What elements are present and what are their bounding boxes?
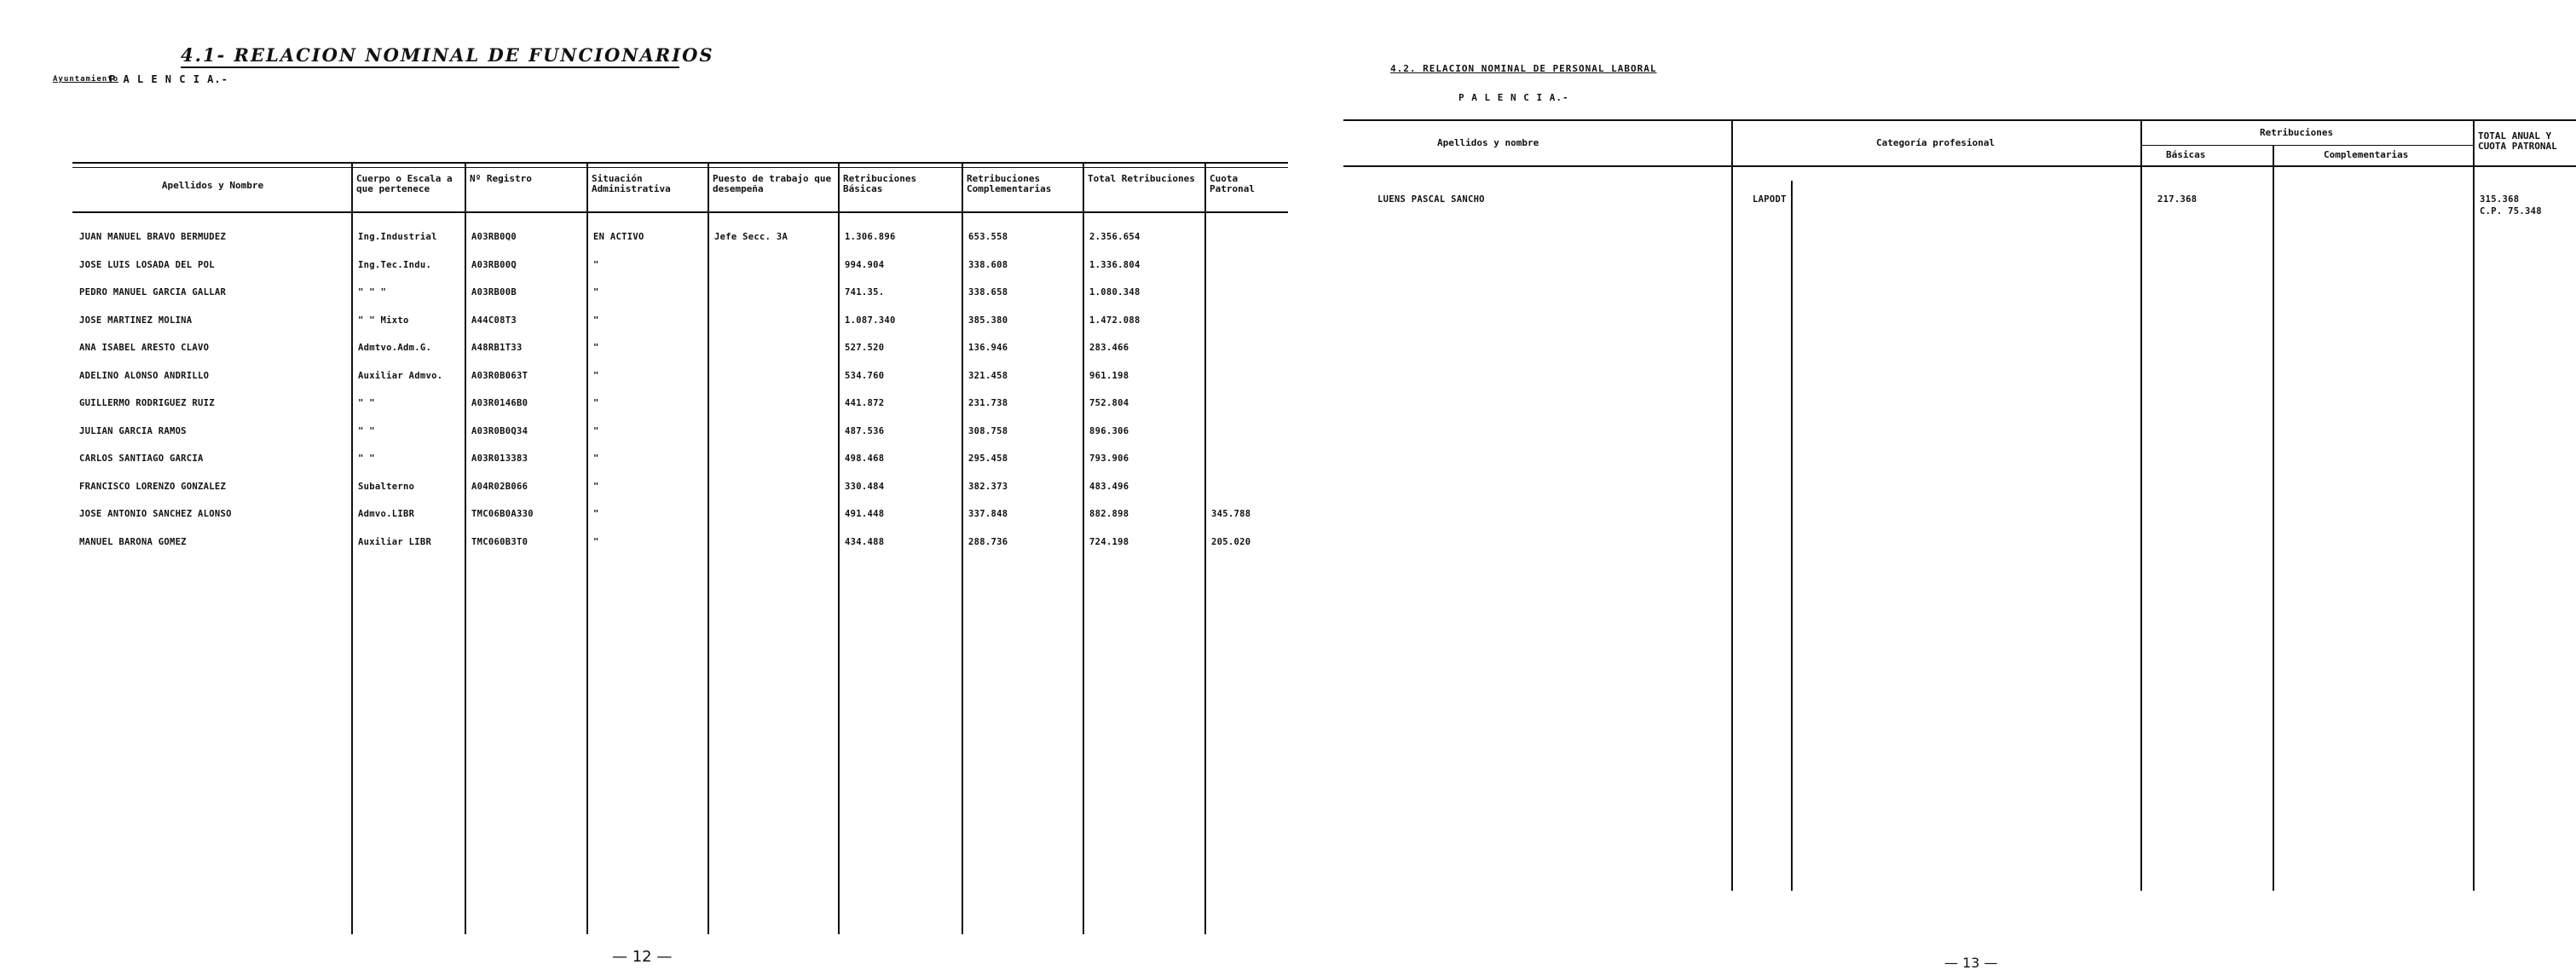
table-cell: 487.536 (845, 425, 885, 436)
table-cell: 1.087.340 (845, 315, 896, 326)
header-top-rule (1343, 119, 2576, 121)
column-header: Cuerpo o Escala a que pertenece (356, 173, 453, 194)
column-rule (465, 162, 466, 934)
table-cell: JOSE MARTINEZ MOLINA (79, 315, 193, 326)
table-cell: C.P. 75.348 (2480, 206, 2542, 217)
column-header: Puesto de trabajo que desempeña (713, 173, 832, 194)
table-cell: 961.198 (1089, 370, 1129, 381)
right-page-number: — 13 — (1944, 955, 1998, 971)
table-cell: 288.736 (968, 536, 1008, 547)
table-cell: 1.472.088 (1089, 315, 1141, 326)
column-header: Apellidos y Nombre (161, 180, 264, 191)
table-cell: " " (358, 425, 375, 436)
table-cell: 752.804 (1089, 398, 1129, 408)
left-title: 4.1- RELACION NOMINAL DE FUNCIONARIOS (181, 44, 714, 66)
table-cell: 534.760 (845, 370, 885, 381)
table-cell: 295.458 (968, 453, 1008, 464)
column-rule (838, 162, 840, 934)
column-header: Cuota Patronal (1210, 173, 1255, 194)
column-rule (2273, 145, 2274, 891)
table-cell: 1.306.896 (845, 232, 896, 242)
table-cell: Admtvo.Adm.G. (358, 343, 432, 353)
table-cell: 434.488 (845, 536, 885, 547)
table-cell: TMC06B0A330 (471, 509, 534, 519)
table-cell: Auxiliar LIBR (358, 536, 432, 547)
table-cell: 724.198 (1089, 536, 1129, 547)
table-cell: 315.368 (2480, 194, 2520, 205)
table-cell: CARLOS SANTIAGO GARCIA (79, 453, 204, 464)
table-cell: JOSE LUIS LOSADA DEL POL (79, 259, 215, 270)
column-header: Retribuciones Básicas (843, 173, 917, 194)
column-header: Situación Administrativa (592, 173, 671, 194)
table-cell: TMC060B3T0 (471, 536, 528, 547)
table-cell: A48RB1T33 (471, 343, 523, 353)
column-header: TOTAL ANUAL Y CUOTA PATRONAL (2478, 130, 2557, 152)
table-cell: " " (358, 453, 375, 464)
table-cell: 896.306 (1089, 425, 1129, 436)
table-cell: A03RB00B (471, 287, 517, 297)
header-bottom-rule (72, 211, 1288, 213)
table-cell: Admvo.LIBR (358, 509, 415, 519)
column-rule (2140, 119, 2142, 891)
table-cell: JULIAN GARCIA RAMOS (79, 425, 187, 436)
table-cell: 338.658 (968, 287, 1008, 297)
table-cell: " (593, 509, 599, 519)
column-header: Retribuciones (2260, 127, 2334, 138)
table-cell: 217.368 (2157, 194, 2198, 205)
table-cell: A03RB00Q (471, 259, 517, 270)
table-cell: 882.898 (1089, 509, 1129, 519)
right-title: 4.2. RELACION NOMINAL DE PERSONAL LABORAL (1390, 63, 1657, 74)
column-header: Complementarias (2324, 149, 2409, 160)
header-bottom-rule (1343, 165, 2576, 167)
table-cell: 741.35. (845, 287, 885, 297)
table-cell: A04R02B066 (471, 481, 528, 492)
table-cell: ADELINO ALONSO ANDRILLO (79, 370, 210, 381)
column-header: Categoría profesional (1876, 137, 1996, 148)
column-rule (962, 162, 963, 934)
table-cell: " (593, 425, 599, 436)
table-cell: ANA ISABEL ARESTO CLAVO (79, 343, 210, 353)
right-province: P A L E N C I A.- (1458, 92, 1569, 103)
table-cell: " (593, 315, 599, 326)
table-cell: 385.380 (968, 315, 1008, 326)
category-inner-rule (1791, 181, 1793, 891)
table-cell: 321.458 (968, 370, 1008, 381)
table-cell: JOSE ANTONIO SANCHEZ ALONSO (79, 509, 232, 519)
table-cell: " (593, 481, 599, 492)
table-cell: 330.484 (845, 481, 885, 492)
table-cell: " " Mixto (358, 315, 409, 326)
column-rule (351, 162, 353, 934)
table-cell: 2.356.654 (1089, 232, 1141, 242)
table-cell: 338.608 (968, 259, 1008, 270)
table-cell: 1.336.804 (1089, 259, 1141, 270)
table-cell: 527.520 (845, 343, 885, 353)
column-header: Apellidos y nombre (1437, 137, 1539, 148)
column-header: Nº Registro (470, 173, 532, 184)
retrib-sub-rule (2140, 145, 2473, 146)
table-cell: 491.448 (845, 509, 885, 519)
table-cell: 205.020 (1211, 536, 1251, 547)
table-cell: Subalterno (358, 481, 415, 492)
table-cell: " (593, 370, 599, 381)
table-cell: 136.946 (968, 343, 1008, 353)
table-cell: A03R013383 (471, 453, 528, 464)
table-cell: Jefe Secc. 3A (714, 232, 788, 242)
table-cell: Auxiliar Admvo. (358, 370, 443, 381)
table-cell: " " (358, 398, 375, 408)
table-cell: " (593, 287, 599, 297)
column-header: Básicas (2166, 149, 2206, 160)
table-cell: EN ACTIVO (593, 232, 644, 242)
table-cell: FRANCISCO LORENZO GONZALEZ (79, 481, 227, 492)
table-cell: 382.373 (968, 481, 1008, 492)
table-cell: 1.080.348 (1089, 287, 1141, 297)
table-cell: " (593, 536, 599, 547)
table-cell: 441.872 (845, 398, 885, 408)
table-cell: " (593, 453, 599, 464)
table-cell: LUENS PASCAL SANCHO (1378, 194, 1485, 205)
table-cell: 337.848 (968, 509, 1008, 519)
table-cell: 345.788 (1211, 509, 1251, 519)
table-cell: " (593, 259, 599, 270)
table-cell: 231.738 (968, 398, 1008, 408)
table-cell: A03RB0Q0 (471, 232, 517, 242)
table-cell: JUAN MANUEL BRAVO BERMUDEZ (79, 232, 227, 242)
table-cell: 308.758 (968, 425, 1008, 436)
column-rule (708, 162, 709, 934)
table-cell: PEDRO MANUEL GARCIA GALLAR (79, 287, 227, 297)
table-cell: 498.468 (845, 453, 885, 464)
table-cell: A03R0146B0 (471, 398, 528, 408)
table-cell: MANUEL BARONA GOMEZ (79, 536, 187, 547)
table-cell: " " " (358, 287, 387, 297)
table-cell: 994.904 (845, 259, 885, 270)
table-cell: Ing.Tec.Indu. (358, 259, 432, 270)
table-cell: LAPODT (1753, 194, 1787, 205)
header-top-rule-2 (72, 167, 1288, 168)
table-cell: A03R0B063T (471, 370, 528, 381)
column-rule (2473, 119, 2475, 891)
table-cell: 283.466 (1089, 343, 1129, 353)
column-rule (1204, 162, 1206, 934)
table-cell: A44C08T3 (471, 315, 517, 326)
header-top-rule (72, 162, 1288, 164)
table-cell: Ing.Industrial (358, 232, 437, 242)
table-cell: " (593, 398, 599, 408)
column-rule (1083, 162, 1084, 934)
left-page-number: — 12 — (612, 948, 673, 966)
table-cell: A03R0B0Q34 (471, 425, 528, 436)
table-cell: 483.496 (1089, 481, 1129, 492)
title-underline (181, 66, 679, 68)
right-page (1288, 0, 2576, 976)
column-rule (586, 162, 588, 934)
table-cell: 653.558 (968, 232, 1008, 242)
table-cell: GUILLERMO RODRIGUEZ RUIZ (79, 398, 215, 408)
left-province: P A L E N C I A.- (109, 73, 228, 85)
column-rule (1731, 119, 1733, 891)
table-cell: " (593, 343, 599, 353)
column-header: Total Retribuciones (1088, 173, 1195, 184)
table-cell: 793.906 (1089, 453, 1129, 464)
subtitle-label: Ayuntamiento (53, 75, 119, 84)
column-header: Retribuciones Complementarias (967, 173, 1052, 194)
